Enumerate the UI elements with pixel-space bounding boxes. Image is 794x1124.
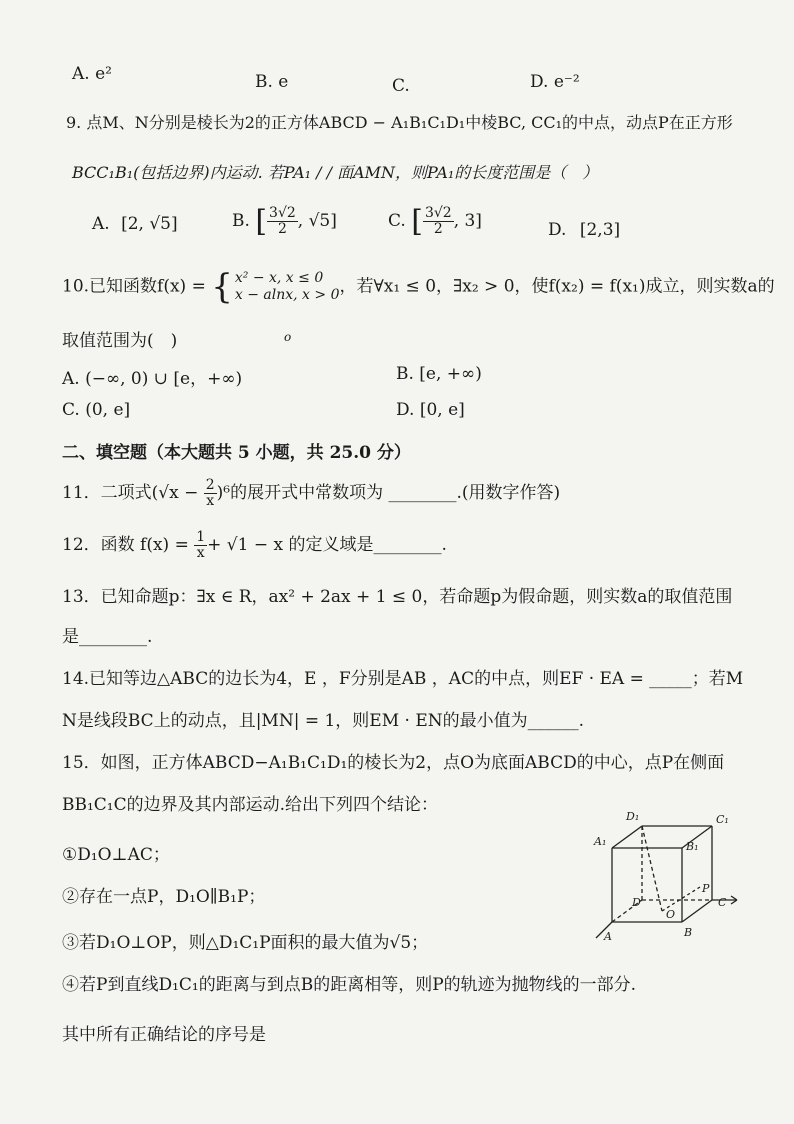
q8-option-a: A. e² (72, 64, 112, 84)
q10-line2: 取值范围为( ) (62, 331, 178, 351)
q15-line1: 15．如图，正方体ABCD−A₁B₁C₁D₁的棱长为2，点O为底面ABCD的中心，点P在侧面 (62, 753, 725, 773)
label-a1: A₁ (594, 835, 607, 848)
q15-statement-1: ①D₁O⊥AC； (62, 845, 170, 865)
label-o: O (666, 908, 676, 921)
q9-option-b-tail: , √5] (297, 211, 337, 231)
q9-option-a-label: A. (92, 214, 110, 234)
q12-fraction: $\frac{1}{x}$ (196, 529, 206, 561)
q13-line2: 是________. (62, 627, 153, 647)
label-c1: C₁ (716, 813, 729, 826)
q14-line2: N是线段BC上的动点，且|MN| = 1，则EM · EN的最小值为______. (62, 711, 585, 731)
q9-option-c-tail: , 3] (453, 211, 482, 231)
q11-suffix: )⁶的展开式中常数项为 ________.(用数字作答) (216, 483, 561, 503)
q10-prefix: 10.已知函数f(x) = (62, 276, 212, 297)
label-d1: D₁ (626, 810, 640, 823)
q9-option-c-bracket: [ (411, 203, 423, 239)
q10-stray-mark: o (284, 330, 292, 344)
q10-option-b: B. [e, +∞) (396, 364, 482, 384)
q12-suffix: + √1 − x 的定义域是________. (207, 535, 447, 555)
q9-option-a-value: [2, √5] (121, 214, 178, 234)
q15-line2: BB₁C₁C的边界及其内部运动.给出下列四个结论： (62, 795, 439, 815)
q10-option-a: A. (−∞, 0) ∪ [e，+∞) (62, 369, 243, 389)
q8-option-d: D. e⁻² (530, 72, 580, 92)
q11-prefix: 11．二项式(√x − (62, 483, 204, 503)
q9-line1: 9. 点M、N分别是棱长为2的正方体ABCD − A₁B₁C₁D₁中棱BC, CC₁的中点，动点P在正方形 (66, 113, 733, 132)
q10-option-c: C. (0, e] (62, 400, 131, 420)
label-a: A (604, 930, 612, 943)
label-d: D (632, 896, 641, 909)
q10-piecewise: { x² − x, x ≤ 0 x − alnx, x > 0 (211, 267, 340, 307)
q9-option-d-value: [2,3] (579, 220, 621, 240)
q11-fraction: $\frac{2}{x}$ (205, 477, 215, 509)
q15-statement-4: ④若P到直线D₁C₁的距离与到点B的距离相等，则P的轨迹为抛物线的一部分. (62, 975, 637, 995)
q15-last-line: 其中所有正确结论的序号是 (62, 1025, 266, 1045)
label-b: B (684, 926, 693, 939)
label-b1: B₁ (686, 840, 699, 853)
q14-line1: 14.已知等边△ABC的边长为4，E ，F分别是AB ，AC的中点，则EF · EA = _____；若M (62, 669, 744, 689)
q10-option-d: D. [0, e] (396, 400, 465, 420)
q9-line2: BCC₁B₁(包括边界)内运动. 若PA₁ / / 面AMN，则PA₁的长度范围是（ ） (72, 163, 599, 182)
q9-option-b-fraction: $\frac{3√2}{2}$ (269, 205, 296, 237)
q9-option-c-label: C. (388, 211, 406, 231)
q10-suffix: ，若∀x₁ ≤ 0，∃x₂ > 0，使f(x₂) = f(x₁)成立，则实数a的 (339, 276, 775, 297)
section-heading-fill-in: 二、填空题（本大题共 5 小题，共 25.0 分） (62, 443, 411, 463)
label-c: C (718, 896, 727, 909)
q8-option-b: B. e (255, 72, 289, 92)
q9-option-b-bracket: [ (255, 203, 268, 239)
q12-prefix: 12．函数 f(x) = (62, 535, 195, 555)
q15-statement-2: ②存在一点P，D₁O∥B₁P； (62, 887, 266, 907)
label-p: P (702, 882, 710, 895)
q13-line1: 13．已知命题p：∃x ∈ R，ax² + 2ax + 1 ≤ 0，若命题p为假命题，则实数a的取值范围 (62, 587, 733, 607)
q8-option-c: C. (392, 76, 410, 96)
q15-statement-3: ③若D₁O⊥OP，则△D₁C₁P面积的最大值为√5； (62, 933, 429, 953)
q9-option-d-label: D. (548, 220, 567, 240)
q9-option-b-label: B. (232, 211, 250, 231)
q9-option-c-fraction: $\frac{3√2}{2}$ (424, 205, 452, 237)
